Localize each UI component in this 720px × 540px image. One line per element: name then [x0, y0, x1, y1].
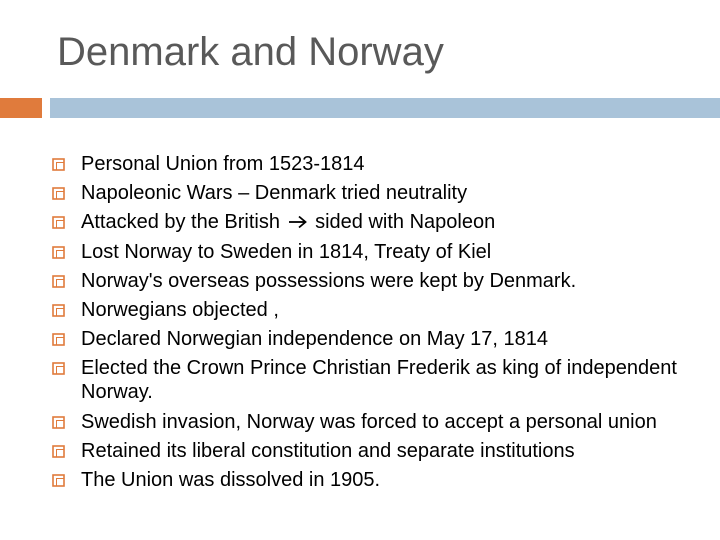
bullet-text: Personal Union from 1523-1814 [81, 153, 365, 175]
bullet-item [52, 298, 712, 322]
title-rule-bar [50, 98, 720, 118]
bullet-text: Norway's overseas possessions were kept by Denmark. [81, 269, 577, 292]
slide-title: Denmark and Norway [57, 30, 444, 74]
bullet-text: Swedish invasion, Norway was forced to accept a personal union [81, 410, 657, 433]
bullet-item [52, 240, 712, 264]
bullet-item [52, 410, 712, 434]
bullet-text: Lost Norway to Sweden in 1814, Treaty of Kiel [81, 240, 492, 263]
bullet-item [52, 152, 712, 176]
bullet-text: Napoleonic Wars – Denmark tried neutrality [81, 182, 468, 205]
hollow-square-bullet-icon [52, 333, 65, 346]
bullet-text: Declared Norwegian independence on May 17, 1814 [81, 328, 548, 351]
hollow-square-bullet-icon [52, 158, 65, 171]
right-arrow-icon [288, 215, 308, 229]
bullet-item [52, 468, 712, 492]
bullet-item [52, 210, 712, 234]
hollow-square-bullet-icon [52, 275, 65, 288]
bullet-list [52, 152, 712, 497]
bullet-text: Elected the Crown Prince Christian Frederik as king of independent Norway. [81, 357, 677, 404]
hollow-square-bullet-icon [52, 474, 65, 487]
hollow-square-bullet-icon [52, 445, 65, 458]
bullet-text: The Union was dissolved in 1905. [81, 468, 381, 491]
title-accent-bar [0, 98, 42, 118]
bullet-item [52, 181, 712, 205]
bullet-item [52, 269, 712, 293]
hollow-square-bullet-icon [52, 362, 65, 375]
bullet-item [52, 439, 712, 463]
hollow-square-bullet-icon [52, 304, 65, 317]
bullet-text: Retained its liberal constitution and separate institutions [81, 439, 575, 462]
hollow-square-bullet-icon [52, 416, 65, 429]
bullet-text: Norwegians objected , [81, 298, 279, 321]
bullet-text-after-arrow: sided with Napoleon [315, 211, 496, 234]
hollow-square-bullet-icon [52, 187, 65, 200]
bullet-item [52, 356, 712, 404]
bullet-text-before-arrow: Attacked by the British [81, 211, 280, 234]
bullet-item [52, 327, 712, 351]
hollow-square-bullet-icon [52, 246, 65, 259]
hollow-square-bullet-icon [52, 216, 65, 229]
